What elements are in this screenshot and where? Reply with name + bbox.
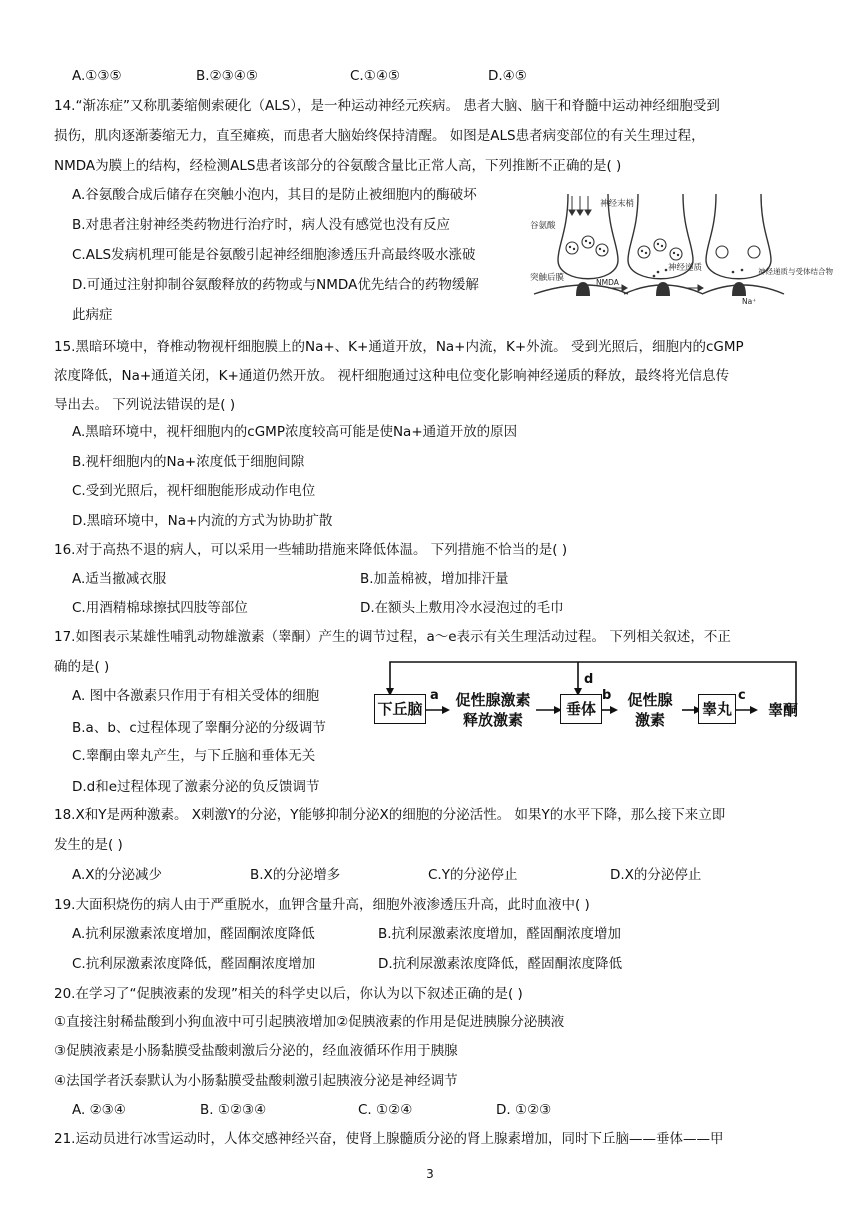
- q19-option-a: A.抗利尿激素浓度增加，醛固酮浓度降低: [72, 926, 315, 942]
- q17-option-c: C.睾酮由睾丸产生，与下丘脑和垂体无关: [72, 748, 316, 764]
- q16-option-a: A.适当撤减衣服: [72, 571, 167, 587]
- synapse-label-nmda: NMDA: [596, 278, 619, 287]
- label-a: a: [430, 688, 439, 703]
- q15-option-b: B.视杆细胞内的Na+浓度低于细胞间隙: [72, 454, 305, 470]
- q16-option-c: C.用酒精棉球擦拭四肢等部位: [72, 600, 248, 616]
- page-number: 3: [426, 1167, 434, 1181]
- q20-option-b: B. ①②③④: [200, 1102, 267, 1118]
- q14-option-d: D.可通过注射抑制谷氨酸释放的药物或与NMDA优先结合的药物缓解: [72, 277, 479, 293]
- q17-option-a: A. 图中各激素只作用于有相关受体的细胞: [72, 688, 320, 704]
- q20-statement-1-2: ①直接注射稀盐酸到小狗血液中可引起胰液增加②促胰液素的作用是促进胰腺分泌胰液: [54, 1014, 565, 1030]
- q16-options-row2: [72, 598, 772, 618]
- q19-stem: 19.大面积烧伤的病人由于严重脱水，血钾含量升高，细胞外液渗透压升高，此时血液中( ): [54, 897, 590, 913]
- q21-stem-1: 21.运动员进行冰雪运动时，人体交感神经兴奋，使肾上腺髓质分泌的肾上腺素增加，同时下丘脑——垂体——甲: [54, 1131, 724, 1147]
- label-c: c: [738, 688, 746, 703]
- q13-option-b: B.②③④⑤: [196, 68, 258, 84]
- box-pituitary: 垂体: [560, 694, 602, 724]
- q13-option-a: A.①③⑤: [72, 68, 122, 84]
- q20-options: [72, 1100, 772, 1120]
- q19-option-d: D.抗利尿激素浓度降低，醛固酮浓度降低: [378, 956, 623, 972]
- q20-statement-4: ④法国学者沃泰默认为小肠黏膜受盐酸刺激引起胰液分泌是神经调节: [54, 1073, 458, 1089]
- q16-options-row1: [72, 569, 772, 589]
- synapse-label-bound: 神经递质与受体结合物: [758, 267, 833, 276]
- q20-option-c: C. ①②④: [358, 1102, 413, 1118]
- q15-stem-2: 浓度降低，Na+通道关闭，K+通道仍然开放。 视杆细胞通过这种电位变化影响神经递质的释放，最终将光信息传: [54, 368, 730, 384]
- q14-stem-3: NMDA为膜上的结构，经检测ALS患者该部分的谷氨酸含量比正常人高，下列推断不正确的是( ): [54, 158, 622, 174]
- q15-stem-3: 导出去。 下列说法错误的是( ): [54, 397, 236, 413]
- q18-option-a: A.X的分泌减少: [72, 867, 163, 883]
- q14-option-c: C.ALS发病机理可能是谷氨酸引起神经细胞渗透压升高最终吸水涨破: [72, 247, 476, 263]
- q15-stem-1: 15.黑暗环境中，脊椎动物视杆细胞膜上的Na+、K+通道开放，Na+内流，K+外流。 受到光照后，细胞内的cGMP: [54, 339, 744, 355]
- text-testosterone: 睾酮: [767, 701, 798, 719]
- q17-stem-1: 17.如图表示某雄性哺乳动物雄激素（睾酮）产生的调节过程，a～e表示有关生理活动过程。 下列相关叙述，不正: [54, 629, 731, 645]
- synapse-label-glutamate: 谷氨酸: [530, 221, 556, 231]
- synapse-label-transmitter: 神经递质: [668, 263, 703, 273]
- q20-statement-3: ③促胰液素是小肠黏膜受盐酸刺激后分泌的，经血液循环作用于胰腺: [54, 1043, 458, 1059]
- q16-stem: 16.对于高热不退的病人，可以采用一些辅助措施来降低体温。 下列措施不恰当的是( ): [54, 542, 568, 558]
- box-testis: 睾丸: [698, 694, 736, 724]
- label-b: b: [602, 688, 612, 703]
- q18-stem-1: 18.X和Y是两种激素。 X刺激Y的分泌，Y能够抑制分泌X的细胞的分泌活性。 如果Y的水平下降，那么接下来立即: [54, 807, 726, 823]
- hormone-flow-figure: [372, 658, 810, 742]
- text-gh-1: 促性腺: [627, 691, 673, 709]
- q16-option-d: D.在额头上敷用冷水浸泡过的毛巾: [360, 600, 564, 616]
- q17-stem-2: 确的是( ): [54, 659, 110, 675]
- box-hypothalamus: 下丘脑: [374, 694, 426, 724]
- q14-stem-2: 损伤，肌肉逐渐萎缩无力，直至瘫痪，而患者大脑始终保持清醒。 如图是ALS患者病变部位的有关生理过程，: [54, 128, 705, 144]
- q14-stem-1: 14.“渐冻症”又称肌萎缩侧索硬化（ALS），是一种运动神经元疾病。 患者大脑、脑干和脊髓中运动神经细胞受到: [54, 98, 720, 114]
- q13-option-d: D.④⑤: [488, 68, 527, 84]
- q14-option-b: B.对患者注射神经类药物进行治疗时，病人没有感觉也没有反应: [72, 217, 451, 233]
- synapse-figure: [528, 190, 833, 308]
- q17-option-b: B.a、b、c过程体现了睾酮分泌的分级调节: [72, 720, 326, 736]
- q19-option-b: B.抗利尿激素浓度增加，醛固酮浓度增加: [378, 926, 622, 942]
- q18-option-c: C.Y的分泌停止: [428, 867, 518, 883]
- q13-options: [72, 66, 772, 86]
- q19-option-c: C.抗利尿激素浓度降低，醛固酮浓度增加: [72, 956, 316, 972]
- q18-option-d: D.X的分泌停止: [610, 867, 702, 883]
- q20-stem: 20.在学习了“促胰液素的发现”相关的科学史以后，你认为以下叙述正确的是( ): [54, 986, 523, 1002]
- q20-option-a: A. ②③④: [72, 1102, 126, 1118]
- q18-option-b: B.X的分泌增多: [250, 867, 341, 883]
- q15-option-c: C.受到光照后，视杆细胞能形成动作电位: [72, 483, 316, 499]
- q18-options: [72, 865, 772, 885]
- text-gh-2: 激素: [634, 711, 665, 729]
- q14-option-d-cont: 此病症: [72, 307, 113, 323]
- label-d: d: [584, 672, 594, 687]
- synapse-label-postsynaptic: 突触后膜: [530, 273, 565, 283]
- q15-option-d: D.黑暗环境中，Na+内流的方式为协助扩散: [72, 513, 333, 529]
- q20-option-d: D. ①②③: [496, 1102, 552, 1118]
- q18-stem-2: 发生的是( ): [54, 837, 123, 853]
- q13-option-c: C.①④⑤: [350, 68, 401, 84]
- q19-options-row1: [72, 924, 772, 944]
- synapse-label-nerve-ending: 神经末梢: [600, 199, 635, 209]
- synapse-label-na: Na⁺: [742, 297, 757, 306]
- q17-option-d: D.d和e过程体现了激素分泌的负反馈调节: [72, 779, 320, 795]
- q19-options-row2: [72, 954, 772, 974]
- q16-option-b: B.加盖棉被，增加排汗量: [360, 571, 509, 587]
- q14-option-a: A.谷氨酸合成后储存在突触小泡内，其目的是防止被细胞内的酶破坏: [72, 187, 477, 203]
- q15-option-a: A.黑暗环境中，视杆细胞内的cGMP浓度较高可能是使Na+通道开放的原因: [72, 424, 518, 440]
- text-grh-2: 释放激素: [462, 711, 523, 729]
- text-grh-1: 促性腺激素: [455, 691, 531, 709]
